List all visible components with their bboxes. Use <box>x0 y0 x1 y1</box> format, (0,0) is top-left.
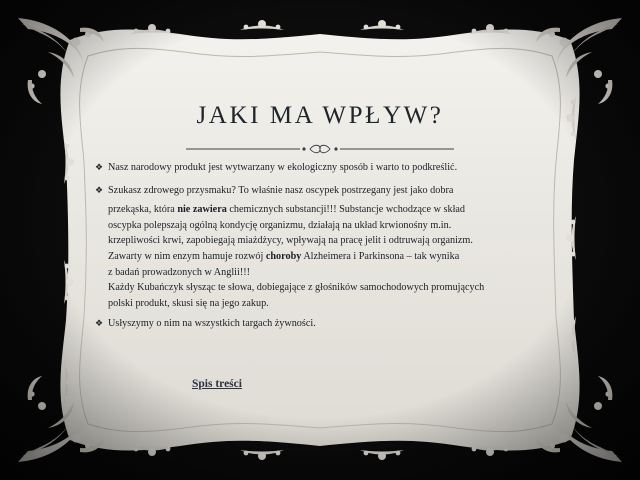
bullet-text-3: Usłyszymy o nim na wszystkich targach żywności. <box>108 318 316 330</box>
body-text <box>92 160 562 334</box>
paragraph-6: Każdy Kubańczyk słysząc te słowa, dobiegające z głośników samochodowych promujących <box>108 282 485 294</box>
paragraph-5: z badań prowadzonych w Anglii!!! <box>108 266 251 278</box>
bullet-text-2: Szukasz zdrowego przysmaku? To właśnie nasz oscypek postrzegany jest jako dobra <box>108 184 454 196</box>
list-item <box>92 316 562 332</box>
paragraph-1: przekąska, która nie zawiera chemicznych substancji!!! Substancje wchodzące w skład <box>108 204 466 216</box>
diamond-bullet-icon: ❖ <box>95 318 104 329</box>
paragraph-2: oscypka polepszają ogólną kondycję organizmu, działają na układ krwionośny m.in. <box>108 219 452 231</box>
diamond-bullet-icon: ❖ <box>95 162 104 172</box>
title-divider-ornament <box>180 142 460 156</box>
paragraph-3: krzepliwości krwi, zapobiegają miażdżycy, wpływają na pracę jelit i odtruwają organizm. <box>108 235 473 247</box>
slide-content <box>62 30 578 428</box>
bullet-text-1: Nasz narodowy produkt jest wytwarzany w ekologiczny sposób i warto to podkreślić. <box>108 162 458 173</box>
page-title: JAKI MA WPŁYW? <box>196 102 444 129</box>
diamond-bullet-icon: ❖ <box>95 184 104 195</box>
table-of-contents-link[interactable]: Spis treści <box>192 378 242 390</box>
list-item <box>92 183 562 199</box>
list-item <box>92 160 562 176</box>
paragraph-4: Zawarty w nim enzym hamuje rozwój choroby Alzheimera i Parkinsona – tak wynika <box>108 250 460 262</box>
paragraph-7: polski produkt, skusi się na jego zakup. <box>108 297 269 309</box>
